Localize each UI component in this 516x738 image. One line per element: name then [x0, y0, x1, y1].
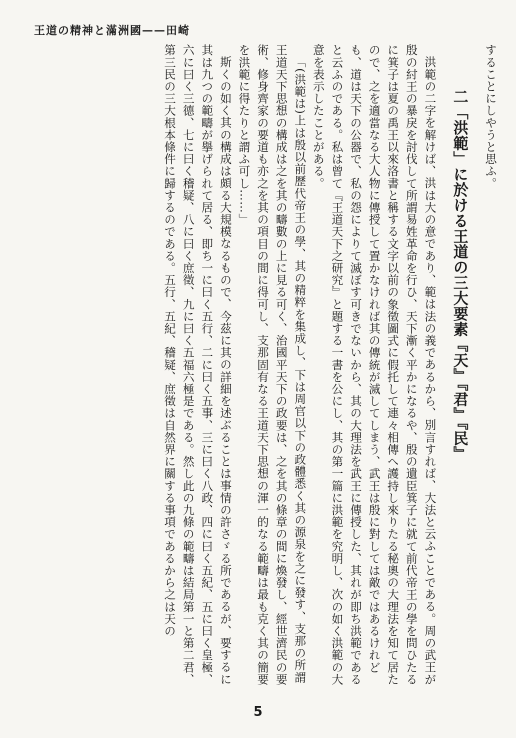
running-header: 王道の精神と滿洲國——田崎 — [34, 24, 190, 37]
vertical-text-block — [26, 44, 500, 692]
section-heading: 二「洪範」に於ける王道の三大要素『天』『君』『民』 — [451, 89, 470, 462]
page-number: 5 — [253, 705, 263, 720]
paragraph: 洪範の二字を解けば、洪は大の意であり、範は法の義であるから、別言すれば、大法と云ふことである。周の武王が殷の紂王の暴戾を討伐して所謂易姓革命を行ひ、天下漸く平かになるや、殷の遺臣箕子に就て前代帝王の學を問ひたるに箕子は夏の禹王以來洛書と稱する文字以前の象徵圖式に假托して連々相傳へ護持し來りたる秘奧の大理法を知て居たので、之を適當なる大人物に傳授して置かなければ其の傳統が滅してしまう、武王は殷に對しては敵ではあるけれども、道は天下の公器で、私の怨によりて滅ぼす可きでないから、其の大理法を武王に傳授した、其れが即ち洪範であると云ふのである。私は曾て『王道天下之研究』と題する一書を公にし、其の第一篇に洪範を究明し、次の如く洪範の大意を表示したことがある。 — [311, 44, 438, 686]
paragraph-continuation: することにしやうと思ふ。 — [484, 44, 498, 190]
quotation: 「(洪範は)上は殷以前歷代帝王の學、其の精粹を集成し、下は周官以下の政體悉く其の源泉を之に發す、支那の所謂王道天下思想の構成は之を其の疇數の上に見る可く、治國平天下の政要は、之を其の條章の間に煥發し、經世濟民の要術、修身齊家の要道も亦之を其の項目の間に得可し、支那固有なる王道天下思想の渾一的なる範疇は最も克く其の簡要を洪範に得たりと謂ふ可し……」 — [237, 44, 308, 686]
page-body — [26, 44, 500, 692]
paragraph: 斯くの如く其の構成は頗る大規模なるもので、今茲に其の詳細を述ぶることは事情の許さゞる所であるが、要するに其は九つの範疇が擧げられて居る、即ち一に曰く五行、二に曰く五事、三に曰く八政、四に曰く五紀、五に曰く皇極、六に曰く三德、七に曰く稽疑、八に曰く庶徵、九に曰く五福六極是である。然し此の九條の範疇は結局第一と第二君、第三民の三大根本條件に歸するのである。五行、五紀、稽疑、庶徵は自然界に關する事項であるから之は天の — [163, 44, 233, 686]
